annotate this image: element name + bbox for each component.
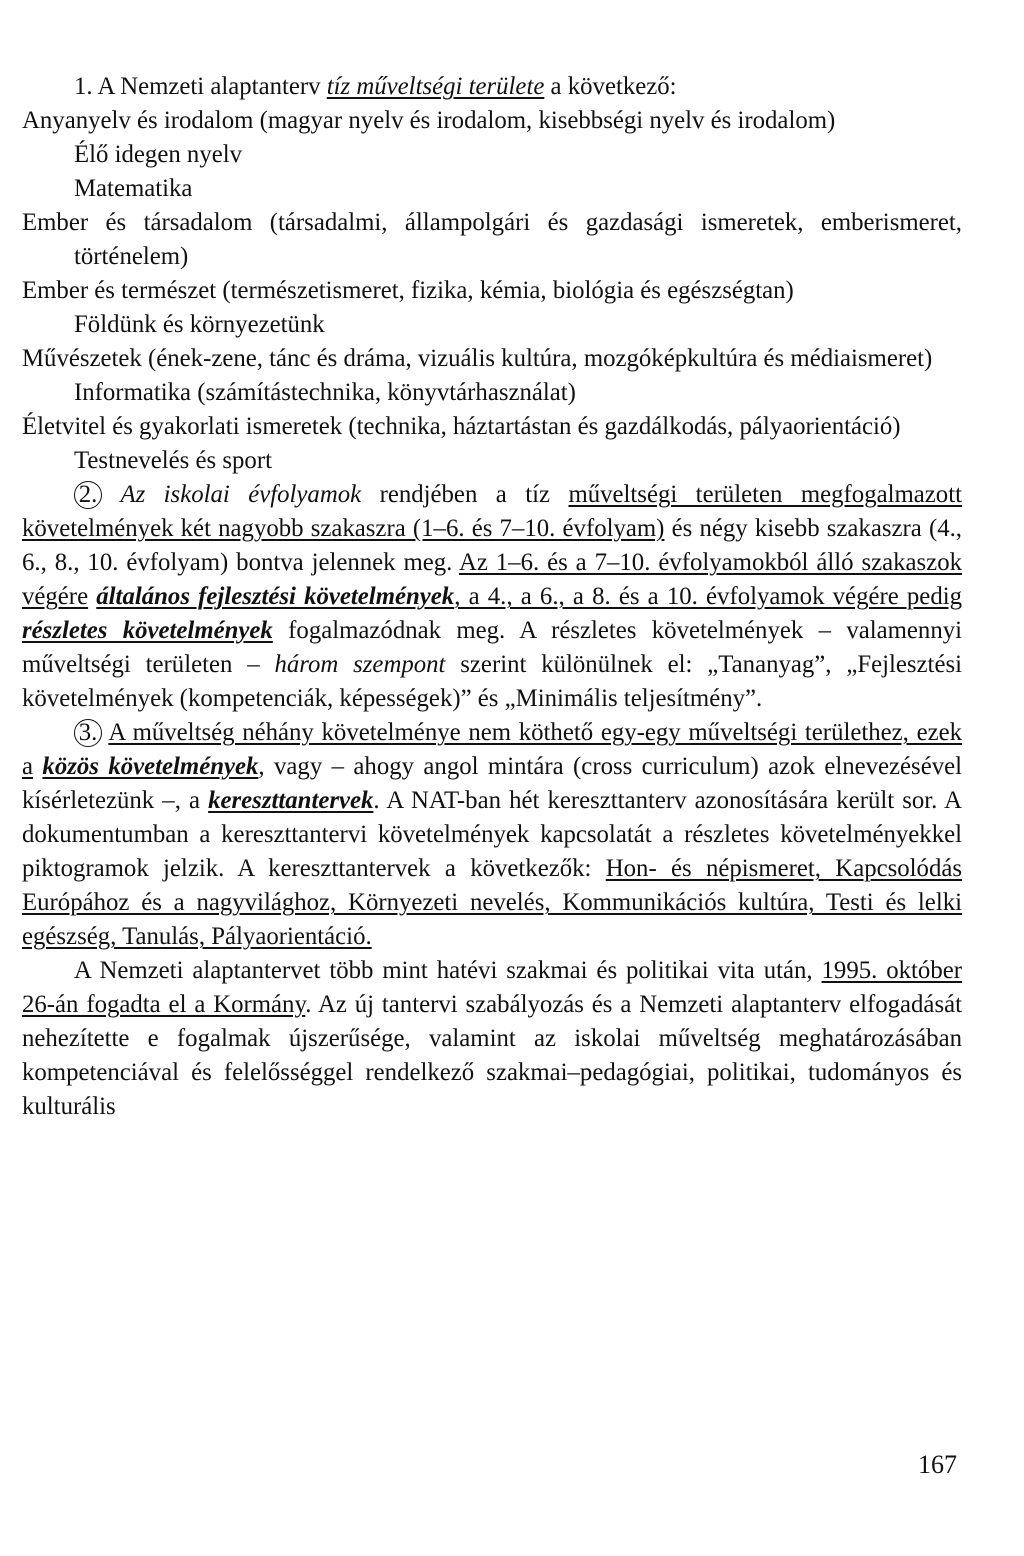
para4-text-2: . Az új tantervi szabályozás és a Nemzeti alaptanterv elfogadását nehezítette e fogalmak újszerűsége, valamint az iskolai műveltség meghatározásában kompetenciával és felelősséggel rendelkező szakmai–pedagógiai, politikai, tudományos és kulturális: [22, 991, 962, 1120]
para3-underlined-2: Hon- és népismeret, Kapcsolódás Európához és a nagyvilághoz, Környezeti nevelés, Kommunikációs kultúra, Testi és lelki egészség, Tanulás, Pályaorientáció.: [22, 855, 962, 950]
circled-number-2: 2.: [74, 481, 102, 509]
list-item: Anyanyelv és irodalom (magyar nyelv és irodalom, kisebbségi nyelv és irodalom): [22, 107, 836, 134]
para2-text-3: fogalmazódnak meg. A részletes követelmények – valamennyi műveltségi területen –: [22, 617, 963, 678]
paragraph-2: [22, 478, 962, 716]
para2-text-4: szerint különülnek el: „Tananyag”, „Fejlesztési követelmények (kompetenciák, képességek)” és „Minimális teljesítmény”.: [22, 651, 962, 712]
para3-emphasis-1: közös követelmények: [42, 753, 259, 780]
para2-emphasis-1: Az iskolai évfolyamok: [120, 481, 362, 508]
list-number: 1.: [74, 73, 93, 100]
paragraph-3: [22, 716, 962, 954]
para2-emphasis-2: általános fejlesztési követelmények: [96, 583, 455, 610]
para2-underlined-1: műveltségi területen megfogalmazott követelmények két nagyobb szakaszra (1–6. és 7–10. évfolyam): [22, 481, 962, 542]
para2-emphasis-3: részletes követelmények: [22, 617, 273, 644]
list-item: Földünk és környezetünk: [74, 311, 325, 338]
para2-underlined-2: Az 1–6. és a 7–10. évfolyamokból álló szakaszok végére: [22, 549, 962, 610]
para2-text-1: rendjében a tíz: [379, 481, 550, 508]
list-intro-emphasis: tíz műveltségi területe: [326, 73, 545, 100]
para3-emphasis-2: kereszttantervek: [208, 787, 374, 814]
para3-underlined-1: A műveltség néhány követelménye nem köthető egy-egy műveltségi területhez, ezek a: [22, 719, 962, 780]
para4-underlined-1: 1995. október 26-án fogadta el a Kormány: [22, 957, 962, 1018]
list-item: Testnevelés és sport: [74, 447, 272, 474]
list-item: Művészetek (ének-zene, tánc és dráma, vizuális kultúra, mozgóképkultúra és médiaismeret): [22, 345, 933, 372]
list-intro-lead: A Nemzeti alaptanterv: [97, 73, 321, 100]
list-item: Ember és társadalom (társadalmi, állampolgári és gazdasági ismeretek, emberismeret, történelem): [22, 209, 962, 270]
circled-number-3: 3.: [74, 719, 102, 747]
page-number: 167: [918, 1450, 957, 1479]
list-item: Ember és természet (természetismeret, fizika, kémia, biológia és egészségtan): [22, 277, 794, 304]
list-intro-tail: a következő:: [550, 73, 677, 100]
para3-text-1: , vagy – ahogy angol mintára (cross curriculum) azok elnevezésével kísérletezünk –, a: [22, 753, 962, 814]
para2-text-2: és négy kisebb szakaszra (4., 6., 8., 10. évfolyam) bontva jelennek meg.: [22, 515, 962, 576]
paragraph-4: [22, 954, 962, 1124]
para2-emphasis-4: három szempont: [274, 651, 446, 678]
list-item: Élő idegen nyelv: [74, 141, 243, 168]
list-item: Informatika (számítástechnika, könyvtárhasználat): [74, 379, 576, 406]
document-body: [22, 70, 962, 1124]
para2-underlined-3: , a 4., a 6., a 8. és a 10. évfolyamok végére pedig: [454, 583, 963, 610]
list-item: Matematika: [74, 175, 193, 202]
para3-text-2: . A NAT-ban hét kereszttanterv azonosítására került sor. A dokumentumban a kereszttantervi követelmények kapcsolatát a részletes követelményekkel piktogramok jelzik. A kereszttantervek a következők:: [22, 787, 963, 882]
list-intro: [22, 70, 962, 104]
para4-text-1: A Nemzeti alaptantervet több mint hatévi szakmai és politikai vita után,: [74, 957, 813, 984]
list-item: Életvitel és gyakorlati ismeretek (technika, háztartástan és gazdálkodás, pályaorientáció): [22, 413, 901, 440]
